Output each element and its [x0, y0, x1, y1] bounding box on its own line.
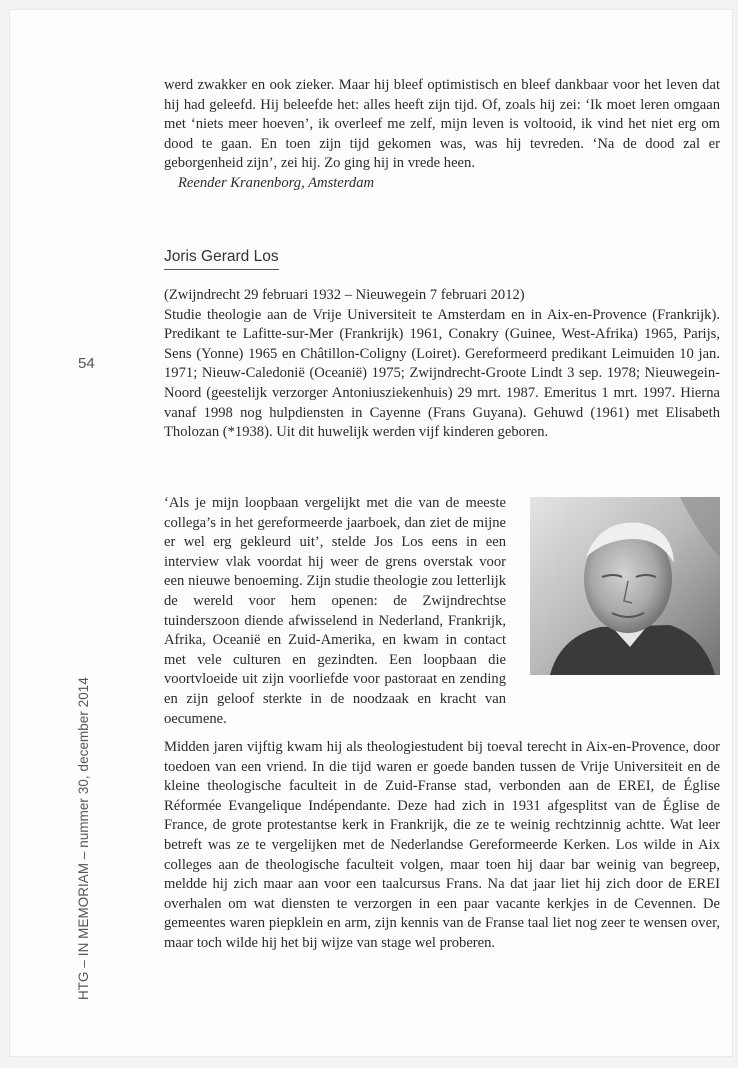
obituary-heading: Joris Gerard Los [164, 248, 279, 270]
intro-section [164, 76, 720, 194]
bio-section [164, 286, 720, 443]
body-paragraph: Midden jaren vijftig kwam hij als theologiestudent bij toeval terecht in Aix-en-Provence, door toedoen van een vriend. In die tijd waren er goede banden tussen de Vrije Universiteit en de kleine theologische faculteit in de Zuid-Franse stad, verbonden aan de EREI, de Église Réformée Evangelique Indépendante. Deze had zich in 1931 afgesplitst van de Église de France, de grote protestantse kerk in Frankrijk, die ze te weinig rechtzinnig achtte. Wat leer betreft was ze te vergelijken met de Nederlandse Gereformeerde Kerken. Los wilde in Aix colleges aan de theologische faculteit volgen, maar toen hij daar bar weinig van begreep, meldde hij zich maar aan voor een taalcursus Frans. Na dat jaar liet hij zich door de EREI overhalen om wat diensten te verzorgen in een paar vacante kerkjes in de Cevennen. De gemeentes waren piepklein en arm, zijn kennis van de Franse taal liet nog zeer te wensen over, maar toch wilde hij het bij wijze van stage wel proberen. [164, 739, 720, 951]
portrait-photo [530, 497, 720, 675]
signature: Reender Kranenborg, Amsterdam [178, 174, 375, 191]
intro-paragraph: werd zwakker en ook zieker. Maar hij bleef optimistisch en bleef dankbaar voor het leven dat hij had geleefd. Hij beleefde het: alles heeft zijn tijd. Of, zoals hij zei: ‘Ik moet leren omgaan met ‘niets meer hoeven’, ik overleef me zelf, mijn leven is voltooid, ik vind het niet erg om dood te gaan. En toen zijn tijd gekomen was, was hij tevreden. ‘Na de dood zal er geborgenheid zijn’, zei hij. Zo ging hij in vrede heen. [164, 77, 720, 172]
bio-text: Studie theologie aan de Vrije Universiteit te Amsterdam en in Aix-en-Provence (Frankrijk). Predikant te Lafitte-sur-Mer (Frankrijk) 1961, Conakry (Guinee, West-Afrika) 1965, Parijs, Sens (Yonne) 1965 en Châtillon-Coligny (Loiret). Gereformeerd predikant Leimuiden 10 jan. 1971; Nieuw-Caledonië (Oceanië) 1975; Zwijndrecht-Groote Lindt 3 sep. 1978; Nieuwegein-Noord (geestelijk verzorger Antoniusziekenhuis) 29 mrt. 1987. Emeritus 1 mrt. 1997. Hierna vanaf 1998 nog hulpdiensten in Cayenne (Frans Guyana). Gehuwd (1961) met Elisabeth Tholozan (*1938). Uit dit huwelijk werden vijf kinderen geboren. [164, 306, 720, 441]
running-head: HTG – IN MEMORIAM – nummer 30, december 2014 [76, 677, 91, 1000]
portrait-paragraph: ‘Als je mijn loopbaan vergelijkt met die van de meeste collega’s in het gereformeerde jaarboek, dan ziet de mijne er wel erg gekleurd uit’, stelde Jos Los eens in een interview vlak voordat hij weer de grens overstak voor een nieuwe benoeming. Zijn studie theologie zou letterlijk de wereld voor hem openen: de Zwijndrechtse tuinderszoon diende afwisselend in Nederland, Frankrijk, Afrika, Oceanië en Zuid-Amerika, en kwam in contact met vele culturen en gezindten. Een loopbaan die voortvloeide uit zijn voorliefde voor pastoraat en zending en zijn geloof sterkte in de noodzaak en kracht van oecumene. [164, 495, 506, 727]
bio-dates: (Zwijndrecht 29 februari 1932 – Nieuwegein 7 februari 2012) [164, 287, 525, 303]
page-number: 54 [78, 355, 95, 372]
portrait-image [530, 497, 720, 675]
